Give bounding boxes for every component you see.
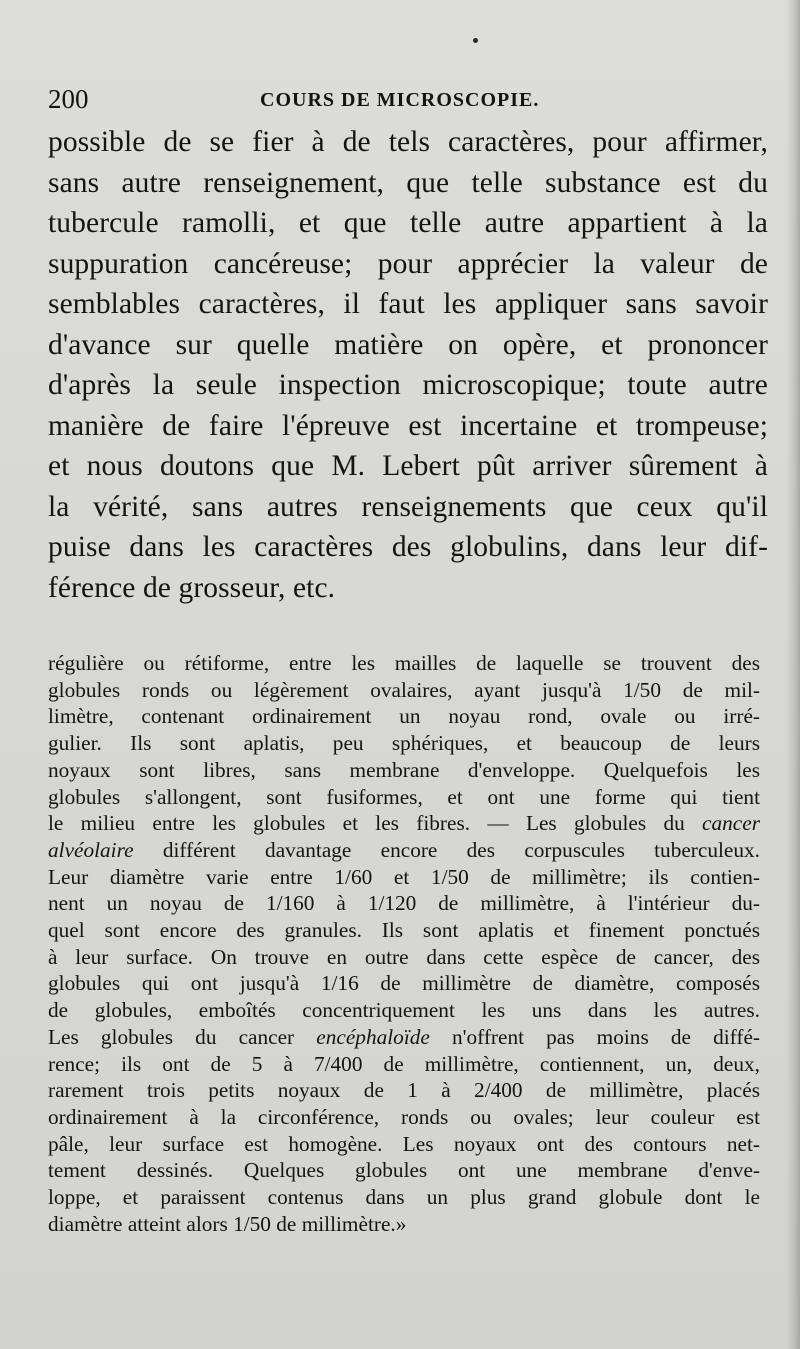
- running-title: COURS DE MICROSCOPIE.: [260, 89, 540, 111]
- quote-line: diamètre atteint alors 1/50 de millimètre.»: [48, 1211, 407, 1236]
- quote-line: de globules, emboîtés concentriquement les uns dans les autres.: [48, 998, 760, 1023]
- quote-segment: différent davantage encore des corpuscules tuberculeux.: [162, 837, 760, 862]
- quote-line: quel sont encore des granules. Ils sont aplatis et finement ponctués: [48, 918, 760, 943]
- quote-line: limètre, contenant ordinairement un noyau rond, ovale ou irré-: [48, 704, 760, 729]
- quote-line: pâle, leur surface est homogène. Les noyaux ont des contours net-: [48, 1131, 760, 1156]
- page-number: 200: [48, 84, 89, 114]
- ink-speck: [473, 38, 478, 43]
- text-line: férence de grosseur, etc.: [48, 571, 336, 604]
- running-head: [48, 84, 760, 116]
- quoted-passage: [48, 650, 760, 1237]
- text-line: la vérité, sans autres renseignements que ceux qu'il: [48, 490, 768, 523]
- main-paragraph: [48, 122, 768, 608]
- text-line: puise dans les caractères des globulins, dans leur dif-: [48, 531, 768, 563]
- text-line: et nous doutons que M. Lebert pût arriver sûrement à: [48, 450, 768, 482]
- quote-line: gulier. Ils sont aplatis, peu sphériques, et beaucoup de leurs: [48, 731, 760, 756]
- quote-line: globules ronds ou légèrement ovalaires, ayant jusqu'à 1/50 de mil-: [48, 677, 760, 702]
- quote-segment: Les globules du cancer: [48, 1024, 295, 1049]
- quote-line: loppe, et paraissent contenus dans un plus grand globule dont le: [48, 1185, 760, 1210]
- quote-line: noyaux sont libres, sans membrane d'enveloppe. Quelquefois les: [48, 757, 760, 782]
- quote-segment: le milieu entre les globules et les fibres. — Les globules du: [48, 811, 685, 836]
- text-line: manière de faire l'épreuve est incertaine et trompeuse;: [48, 409, 768, 442]
- quote-line: régulière ou rétiforme, entre les mailles de laquelle se trouvent des: [48, 651, 760, 675]
- text-line: possible de se fier à de tels caractères, pour affirmer,: [48, 126, 768, 158]
- quote-line: à leur surface. On trouve en outre dans cette espèce de cancer, des: [48, 944, 760, 969]
- italic-term: alvéolaire: [48, 837, 134, 862]
- text-line: sans autre renseignement, que telle substance est du: [48, 166, 768, 199]
- quote-line: nent un noyau de 1/160 à 1/120 de millimètre, à l'intérieur du-: [48, 891, 760, 916]
- quote-line: tement dessinés. Quelques globules ont une membrane d'enve-: [48, 1158, 760, 1183]
- page-edge-shadow: [786, 0, 800, 1349]
- text-line: d'après la seule inspection microscopique; toute autre: [48, 369, 768, 401]
- text-line: d'avance sur quelle matière on opère, et prononcer: [48, 328, 768, 361]
- quote-line: rarement trois petits noyaux de 1 à 2/400 de millimètre, placés: [48, 1078, 760, 1103]
- quote-segment: n'offrent pas moins de diffé-: [451, 1024, 761, 1049]
- quote-line: rence; ils ont de 5 à 7/400 de millimètre, contiennent, un, deux,: [48, 1051, 760, 1076]
- quote-line: [48, 1024, 760, 1051]
- quote-line: globules s'allongent, sont fusiformes, et ont une forme qui tient: [48, 784, 760, 809]
- italic-term: cancer: [702, 811, 760, 836]
- text-line: suppuration cancéreuse; pour apprécier la valeur de: [48, 247, 768, 280]
- quote-line: Leur diamètre varie entre 1/60 et 1/50 de millimètre; ils contien-: [48, 864, 760, 889]
- text-line: tubercule ramolli, et que telle autre appartient à la: [48, 207, 768, 239]
- quote-line: [48, 837, 760, 864]
- quote-line: ordinairement à la circonférence, ronds ou ovales; leur couleur est: [48, 1104, 760, 1129]
- quote-line: globules qui ont jusqu'à 1/16 de millimètre de diamètre, composés: [48, 971, 760, 996]
- text-line: semblables caractères, il faut les appliquer sans savoir: [48, 288, 768, 320]
- italic-term: encéphaloïde: [316, 1024, 430, 1049]
- quote-line: [48, 810, 760, 837]
